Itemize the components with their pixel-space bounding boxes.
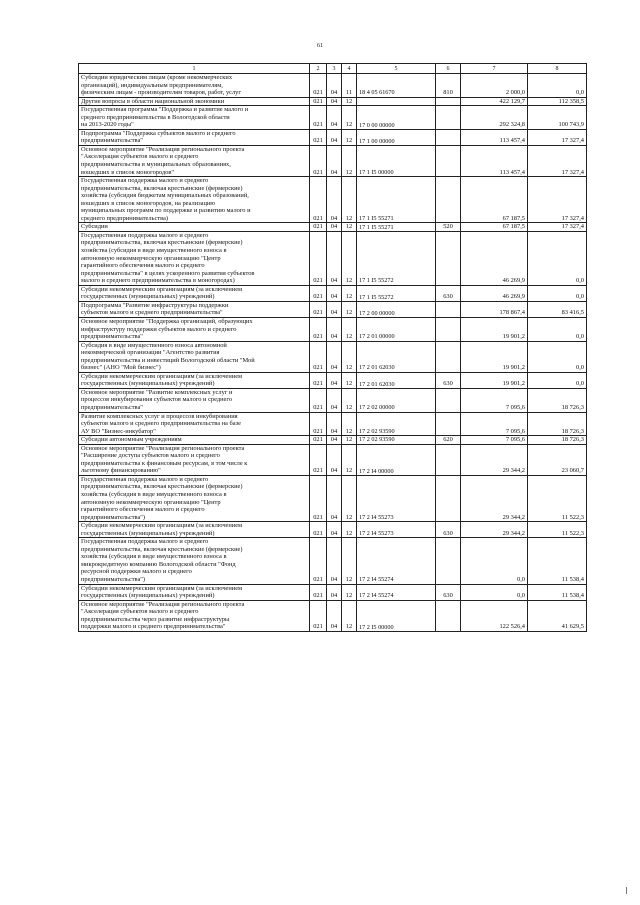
description-line: автономную некоммерческую организацию "Центр [81,254,221,262]
expense-type-cell: 810 [436,74,461,98]
description-line: Субсидии некоммерческим организациям (за исключением [81,584,243,592]
description-cell [79,436,310,445]
description-line: процессов инкубирования субъектов малого и среднего [81,396,233,404]
ministry-code-cell: 021 [310,301,327,317]
margin-mark [626,887,627,894]
section-code-cell: 04 [327,600,342,631]
table-row [79,372,587,388]
subsection-code-cell: 12 [342,223,357,232]
expense-type-cell: 630 [436,584,461,600]
description-line: Другие вопросы в области национальной экономики [81,97,225,105]
amount-year-2-cell: 11 538,4 [528,584,587,600]
description-line: предпринимательства, включая крестьянские (фермерские) [81,483,243,491]
ministry-code-cell: 021 [310,145,327,176]
subsection-code-cell: 12 [342,285,357,301]
subsection-code-cell: 12 [342,600,357,631]
description-line: предпринимательства в муниципальных образованиях, [81,161,231,169]
expense-type-cell: 630 [436,372,461,388]
description-line: хозяйства (субсидия бюджетам муниципальных образований, [81,192,249,200]
description-cell [79,522,310,538]
amount-year-2-cell: 11 538,4 [528,538,587,584]
description-line: государственных (муниципальных) учреждений) [81,592,215,600]
amount-year-1-cell: 19 901,2 [461,341,528,372]
description-line: Подпрограмма "Развитие инфраструктуры поддержки [81,301,229,309]
expense-type-cell [436,129,461,145]
description-cell [79,444,310,475]
amount-year-2-cell: 18 726,3 [528,436,587,445]
description-line: предпринимательства" [81,333,143,341]
description-line: предпринимательства через развитие инфраструктуры [81,615,230,623]
expense-type-cell: 630 [436,285,461,301]
section-code-cell: 04 [327,223,342,232]
ministry-code-cell: 021 [310,223,327,232]
expense-type-cell [436,177,461,223]
amount-year-2-cell: 11 522,3 [528,475,587,521]
amount-year-1-cell: 19 901,2 [461,372,528,388]
target-article-cell: 18 4 05 61670 [357,74,436,98]
section-code-cell: 04 [327,436,342,445]
target-article-cell: 17 2 I4 55273 [357,475,436,521]
table-row [79,177,587,223]
column-header: 4 [342,64,357,74]
ministry-code-cell: 021 [310,436,327,445]
amount-year-2-cell: 0,0 [528,372,587,388]
amount-year-2-cell: 18 726,3 [528,412,587,436]
section-code-cell: 04 [327,522,342,538]
description-line: государственных (муниципальных) учреждений) [81,380,215,388]
description-line: среднего предпринимательства) [81,214,168,222]
description-cell [79,372,310,388]
description-cell [79,317,310,341]
amount-year-2-cell: 0,0 [528,231,587,285]
ministry-code-cell: 021 [310,74,327,98]
section-code-cell: 04 [327,372,342,388]
amount-year-2-cell: 17 327,4 [528,223,587,232]
amount-year-1-cell: 7 095,6 [461,388,528,412]
amount-year-2-cell: 41 629,5 [528,600,587,631]
description-cell [79,285,310,301]
section-code-cell: 04 [327,145,342,176]
description-line: бизнес" (АНО "Мой бизнес") [81,364,161,372]
amount-year-1-cell: 46 269,9 [461,231,528,285]
subsection-code-cell: 12 [342,584,357,600]
column-header: 6 [436,64,461,74]
expense-type-cell [436,388,461,412]
amount-year-2-cell: 17 327,4 [528,177,587,223]
description-line: предпринимательства и инвестиций Вологодской области "Мой [81,356,255,364]
ministry-code-cell: 021 [310,177,327,223]
description-line: субъектов малого и среднего предпринимательства" [81,309,223,317]
description-cell [79,388,310,412]
description-line: ресурсной поддержки малого и среднего [81,568,192,576]
target-article-cell: 17 1 I5 00000 [357,145,436,176]
subsection-code-cell: 12 [342,475,357,521]
expense-type-cell [436,475,461,521]
expense-type-cell [436,538,461,584]
amount-year-1-cell: 0,0 [461,584,528,600]
description-line: предпринимательства") [81,576,146,583]
description-line: Подпрограмма "Поддержка субъектов малого и среднего [81,129,236,137]
page-number: 61 [317,43,323,49]
target-article-cell: 17 2 I5 00000 [357,600,436,631]
ministry-code-cell: 021 [310,584,327,600]
table-row [79,341,587,372]
expense-type-cell [436,444,461,475]
section-code-cell: 04 [327,231,342,285]
amount-year-2-cell: 17 327,4 [528,145,587,176]
target-article-cell: 17 1 I5 55271 [357,177,436,223]
amount-year-2-cell: 18 726,3 [528,388,587,412]
description-line: хозяйства (субсидия в виде имущественного взноса в [81,490,227,498]
amount-year-1-cell: 29 344,2 [461,444,528,475]
expense-type-cell [436,341,461,372]
expense-type-cell [436,97,461,106]
description-line: АУ ВО "Бизнес-инкубатор" [81,427,156,435]
description-line: льготному финансированию" [81,467,161,475]
ministry-code-cell: 021 [310,600,327,631]
section-code-cell: 04 [327,475,342,521]
amount-year-2-cell: 0,0 [528,341,587,372]
subsection-code-cell: 12 [342,129,357,145]
section-code-cell: 04 [327,285,342,301]
description-line: микрокредитную компанию Вологодской области "Фонд [81,560,236,568]
description-line: предпринимательства" [81,403,143,411]
section-code-cell: 04 [327,341,342,372]
description-line: государственных (муниципальных) учреждений) [81,529,215,537]
description-line: вошедших в список моногородов, на реализацию [81,199,216,207]
amount-year-1-cell: 113 457,4 [461,129,528,145]
description-cell [79,301,310,317]
table-row [79,522,587,538]
target-article-cell: 17 0 00 00000 [357,106,436,130]
target-article-cell: 17 2 02 00000 [357,388,436,412]
description-line: Субсидии юридическим лицам (кроме некоммерческих [81,74,233,81]
section-code-cell: 04 [327,317,342,341]
column-header: 8 [528,64,587,74]
description-line: Основное мероприятие "Поддержка организаций, образующих [81,317,253,325]
amount-year-2-cell: 11 522,3 [528,522,587,538]
table-row [79,97,587,106]
description-line: гарантийного обеспечения малого и среднего [81,506,205,514]
description-line: Государственная поддержка малого и среднего [81,177,209,185]
target-article-cell: 17 2 01 00000 [357,317,436,341]
table-row [79,444,587,475]
amount-year-1-cell: 7 095,6 [461,436,528,445]
amount-year-2-cell: 23 060,7 [528,444,587,475]
table-row [79,538,587,584]
table-row [79,600,587,631]
table-row [79,74,587,98]
target-article-cell: 17 2 I4 55273 [357,522,436,538]
amount-year-1-cell: 2 000,0 [461,74,528,98]
amount-year-2-cell: 83 416,5 [528,301,587,317]
column-header: 7 [461,64,528,74]
section-code-cell: 04 [327,584,342,600]
description-cell [79,106,310,130]
expense-type-cell [436,231,461,285]
ministry-code-cell: 021 [310,317,327,341]
expense-type-cell [436,301,461,317]
subsection-code-cell: 12 [342,301,357,317]
description-line: Государственная поддержка малого и среднего [81,538,209,546]
table-row [79,436,587,445]
description-cell [79,97,310,106]
subsection-code-cell: 12 [342,388,357,412]
description-line: Основное мероприятие "Реализация регионального проекта [81,444,245,452]
description-cell [79,475,310,521]
description-line: субъектов малого и среднего предпринимательства на базе [81,420,241,428]
description-line: Основное мероприятие "Развитие комплексных услуг и [81,388,233,396]
section-code-cell: 04 [327,97,342,106]
description-cell [79,538,310,584]
description-line: Развитие комплексных услуг и процессов инкубирования [81,412,238,420]
description-line: Субсидия в виде имущественного взноса автономной [81,341,227,349]
column-header: 5 [357,64,436,74]
target-article-cell: 17 2 I4 55274 [357,538,436,584]
description-line: государственных (муниципальных) учреждений) [81,293,215,301]
description-line: Субсидии [81,223,108,231]
expense-type-cell [436,600,461,631]
ministry-code-cell: 021 [310,444,327,475]
section-code-cell: 04 [327,301,342,317]
ministry-code-cell: 021 [310,341,327,372]
subsection-code-cell: 12 [342,145,357,176]
ministry-code-cell: 021 [310,538,327,584]
target-article-cell: 17 1 00 00000 [357,129,436,145]
description-cell [79,600,310,631]
description-cell [79,145,310,176]
section-code-cell: 04 [327,177,342,223]
target-article-cell: 17 2 I4 00000 [357,444,436,475]
description-line: предпринимательства к финансовым ресурсам, в том числе к [81,459,248,467]
expense-type-cell [436,317,461,341]
target-article-cell: 17 1 I5 55272 [357,231,436,285]
target-article-cell: 17 2 I4 55274 [357,584,436,600]
description-line: Субсидии автономным учреждениям [81,436,182,444]
description-cell [79,584,310,600]
section-code-cell: 04 [327,388,342,412]
subsection-code-cell: 12 [342,231,357,285]
table-row [79,223,587,232]
amount-year-2-cell: 0,0 [528,285,587,301]
subsection-code-cell: 12 [342,444,357,475]
target-article-cell: 17 2 02 93590 [357,436,436,445]
description-line: "Акселерация субъектов малого и среднего [81,153,199,161]
amount-year-1-cell: 292 324,8 [461,106,528,130]
column-header: 1 [79,64,310,74]
amount-year-1-cell: 67 187,5 [461,223,528,232]
description-line: Основное мероприятие "Реализация регионального проекта [81,600,245,608]
amount-year-2-cell: 0,0 [528,74,587,98]
amount-year-1-cell: 122 526,4 [461,600,528,631]
table-row [79,584,587,600]
target-article-cell: 17 2 00 00000 [357,301,436,317]
description-cell [79,129,310,145]
description-line: предпринимательства, включая крестьянские (фермерские) [81,239,243,247]
amount-year-1-cell: 422 129,7 [461,97,528,106]
expense-type-cell: 620 [436,436,461,445]
target-article-cell: 17 2 02 93590 [357,412,436,436]
ministry-code-cell: 021 [310,388,327,412]
amount-year-1-cell: 178 867,4 [461,301,528,317]
section-code-cell: 04 [327,412,342,436]
amount-year-1-cell: 0,0 [461,538,528,584]
subsection-code-cell: 12 [342,341,357,372]
target-article-cell: 17 2 01 62030 [357,372,436,388]
description-line: предпринимательства, включая крестьянские (фермерские) [81,184,243,192]
expense-type-cell [436,412,461,436]
description-cell [79,177,310,223]
description-line: предпринимательства" в целях ускоренного развития субъектов [81,269,255,277]
description-line: предпринимательства") [81,513,146,521]
section-code-cell: 04 [327,444,342,475]
subsection-code-cell: 12 [342,372,357,388]
table-row [79,129,587,145]
amount-year-1-cell: 113 457,4 [461,145,528,176]
subsection-code-cell: 12 [342,412,357,436]
description-line: на 2013-2020 годы" [81,121,134,129]
description-line: гарантийного обеспечения малого и среднего [81,262,205,270]
subsection-code-cell: 12 [342,177,357,223]
description-line: предпринимательства" [81,137,143,145]
ministry-code-cell: 021 [310,231,327,285]
section-code-cell: 04 [327,74,342,98]
ministry-code-cell: 021 [310,129,327,145]
description-line: Государственная поддержка малого и среднего [81,231,209,239]
budget-table [78,63,587,632]
description-line: организаций), индивидуальным предпринимателям, [81,81,223,89]
expense-type-cell: 520 [436,223,461,232]
ministry-code-cell: 021 [310,522,327,538]
table-header-row [79,64,587,74]
description-line: хозяйства (субсидия в виде имущественного взноса в [81,553,227,561]
table-row [79,285,587,301]
ministry-code-cell: 021 [310,372,327,388]
table-row [79,412,587,436]
table-row [79,301,587,317]
amount-year-2-cell: 112 358,5 [528,97,587,106]
ministry-code-cell: 021 [310,106,327,130]
description-line: Субсидии некоммерческим организациям (за исключением [81,522,243,530]
description-line: Государственная программа "Поддержка и развитие малого и [81,106,249,114]
subsection-code-cell: 12 [342,97,357,106]
description-line: муниципальных программ по поддержке и развитию малого и [81,207,251,215]
subsection-code-cell: 12 [342,436,357,445]
section-code-cell: 04 [327,106,342,130]
description-cell [79,74,310,98]
amount-year-2-cell: 0,0 [528,317,587,341]
description-line: некоммерческой организации "Агентство развития [81,349,220,357]
target-article-cell: 17 1 I5 55272 [357,285,436,301]
subsection-code-cell: 12 [342,106,357,130]
table-row [79,106,587,130]
description-line: автономную некоммерческую организацию "Центр [81,498,221,506]
amount-year-1-cell: 29 344,2 [461,522,528,538]
subsection-code-cell: 11 [342,74,357,98]
description-cell [79,341,310,372]
column-header: 2 [310,64,327,74]
amount-year-2-cell: 17 327,4 [528,129,587,145]
description-cell [79,412,310,436]
column-header: 3 [327,64,342,74]
ministry-code-cell: 021 [310,285,327,301]
target-article-cell: 17 2 01 62030 [357,341,436,372]
ministry-code-cell: 021 [310,475,327,521]
table-row [79,231,587,285]
section-code-cell: 04 [327,538,342,584]
description-line: "Акселерация субъектов малого и среднего [81,608,199,616]
description-line: хозяйства (субсидия в виде имущественного взноса в [81,247,227,255]
description-line: предпринимательства, включая крестьянские (фермерские) [81,545,243,553]
subsection-code-cell: 12 [342,317,357,341]
table-row [79,145,587,176]
description-line: инфраструктуру поддержки субъектов малого и среднего [81,325,237,333]
amount-year-2-cell: 100 743,9 [528,106,587,130]
section-code-cell: 04 [327,129,342,145]
subsection-code-cell: 12 [342,538,357,584]
expense-type-cell: 630 [436,522,461,538]
expense-type-cell [436,106,461,130]
amount-year-1-cell: 7 095,6 [461,412,528,436]
description-line: физическим лицам - производителям товаров, работ, услуг [81,89,241,97]
subsection-code-cell: 12 [342,522,357,538]
description-line: "Расширение доступа субъектов малого и среднего [81,452,220,460]
description-line: Основное мероприятие "Реализация регионального проекта [81,145,245,153]
description-line: Субсидии некоммерческим организациям (за исключением [81,285,243,293]
description-line: Государственная поддержка малого и среднего [81,475,209,483]
description-line: Субсидии некоммерческим организациям (за исключением [81,372,243,380]
amount-year-1-cell: 29 344,2 [461,475,528,521]
amount-year-1-cell: 67 187,5 [461,177,528,223]
table-row [79,317,587,341]
description-cell [79,223,310,232]
description-line: вошедших в список моногородов" [81,168,175,176]
description-line: среднего предпринимательства в Вологодской области [81,113,230,121]
ministry-code-cell: 021 [310,97,327,106]
target-article-cell: 17 1 I5 55271 [357,223,436,232]
table-body [79,74,587,632]
description-line: малого и среднего предпринимательства в моногородах) [81,277,235,285]
expense-type-cell [436,145,461,176]
description-cell [79,231,310,285]
table-row [79,388,587,412]
description-line: поддержки малого и среднего предпринимательства" [81,623,226,631]
ministry-code-cell: 021 [310,412,327,436]
table-row [79,475,587,521]
amount-year-1-cell: 19 901,2 [461,317,528,341]
amount-year-1-cell: 46 269,9 [461,285,528,301]
target-article-cell [357,97,436,106]
